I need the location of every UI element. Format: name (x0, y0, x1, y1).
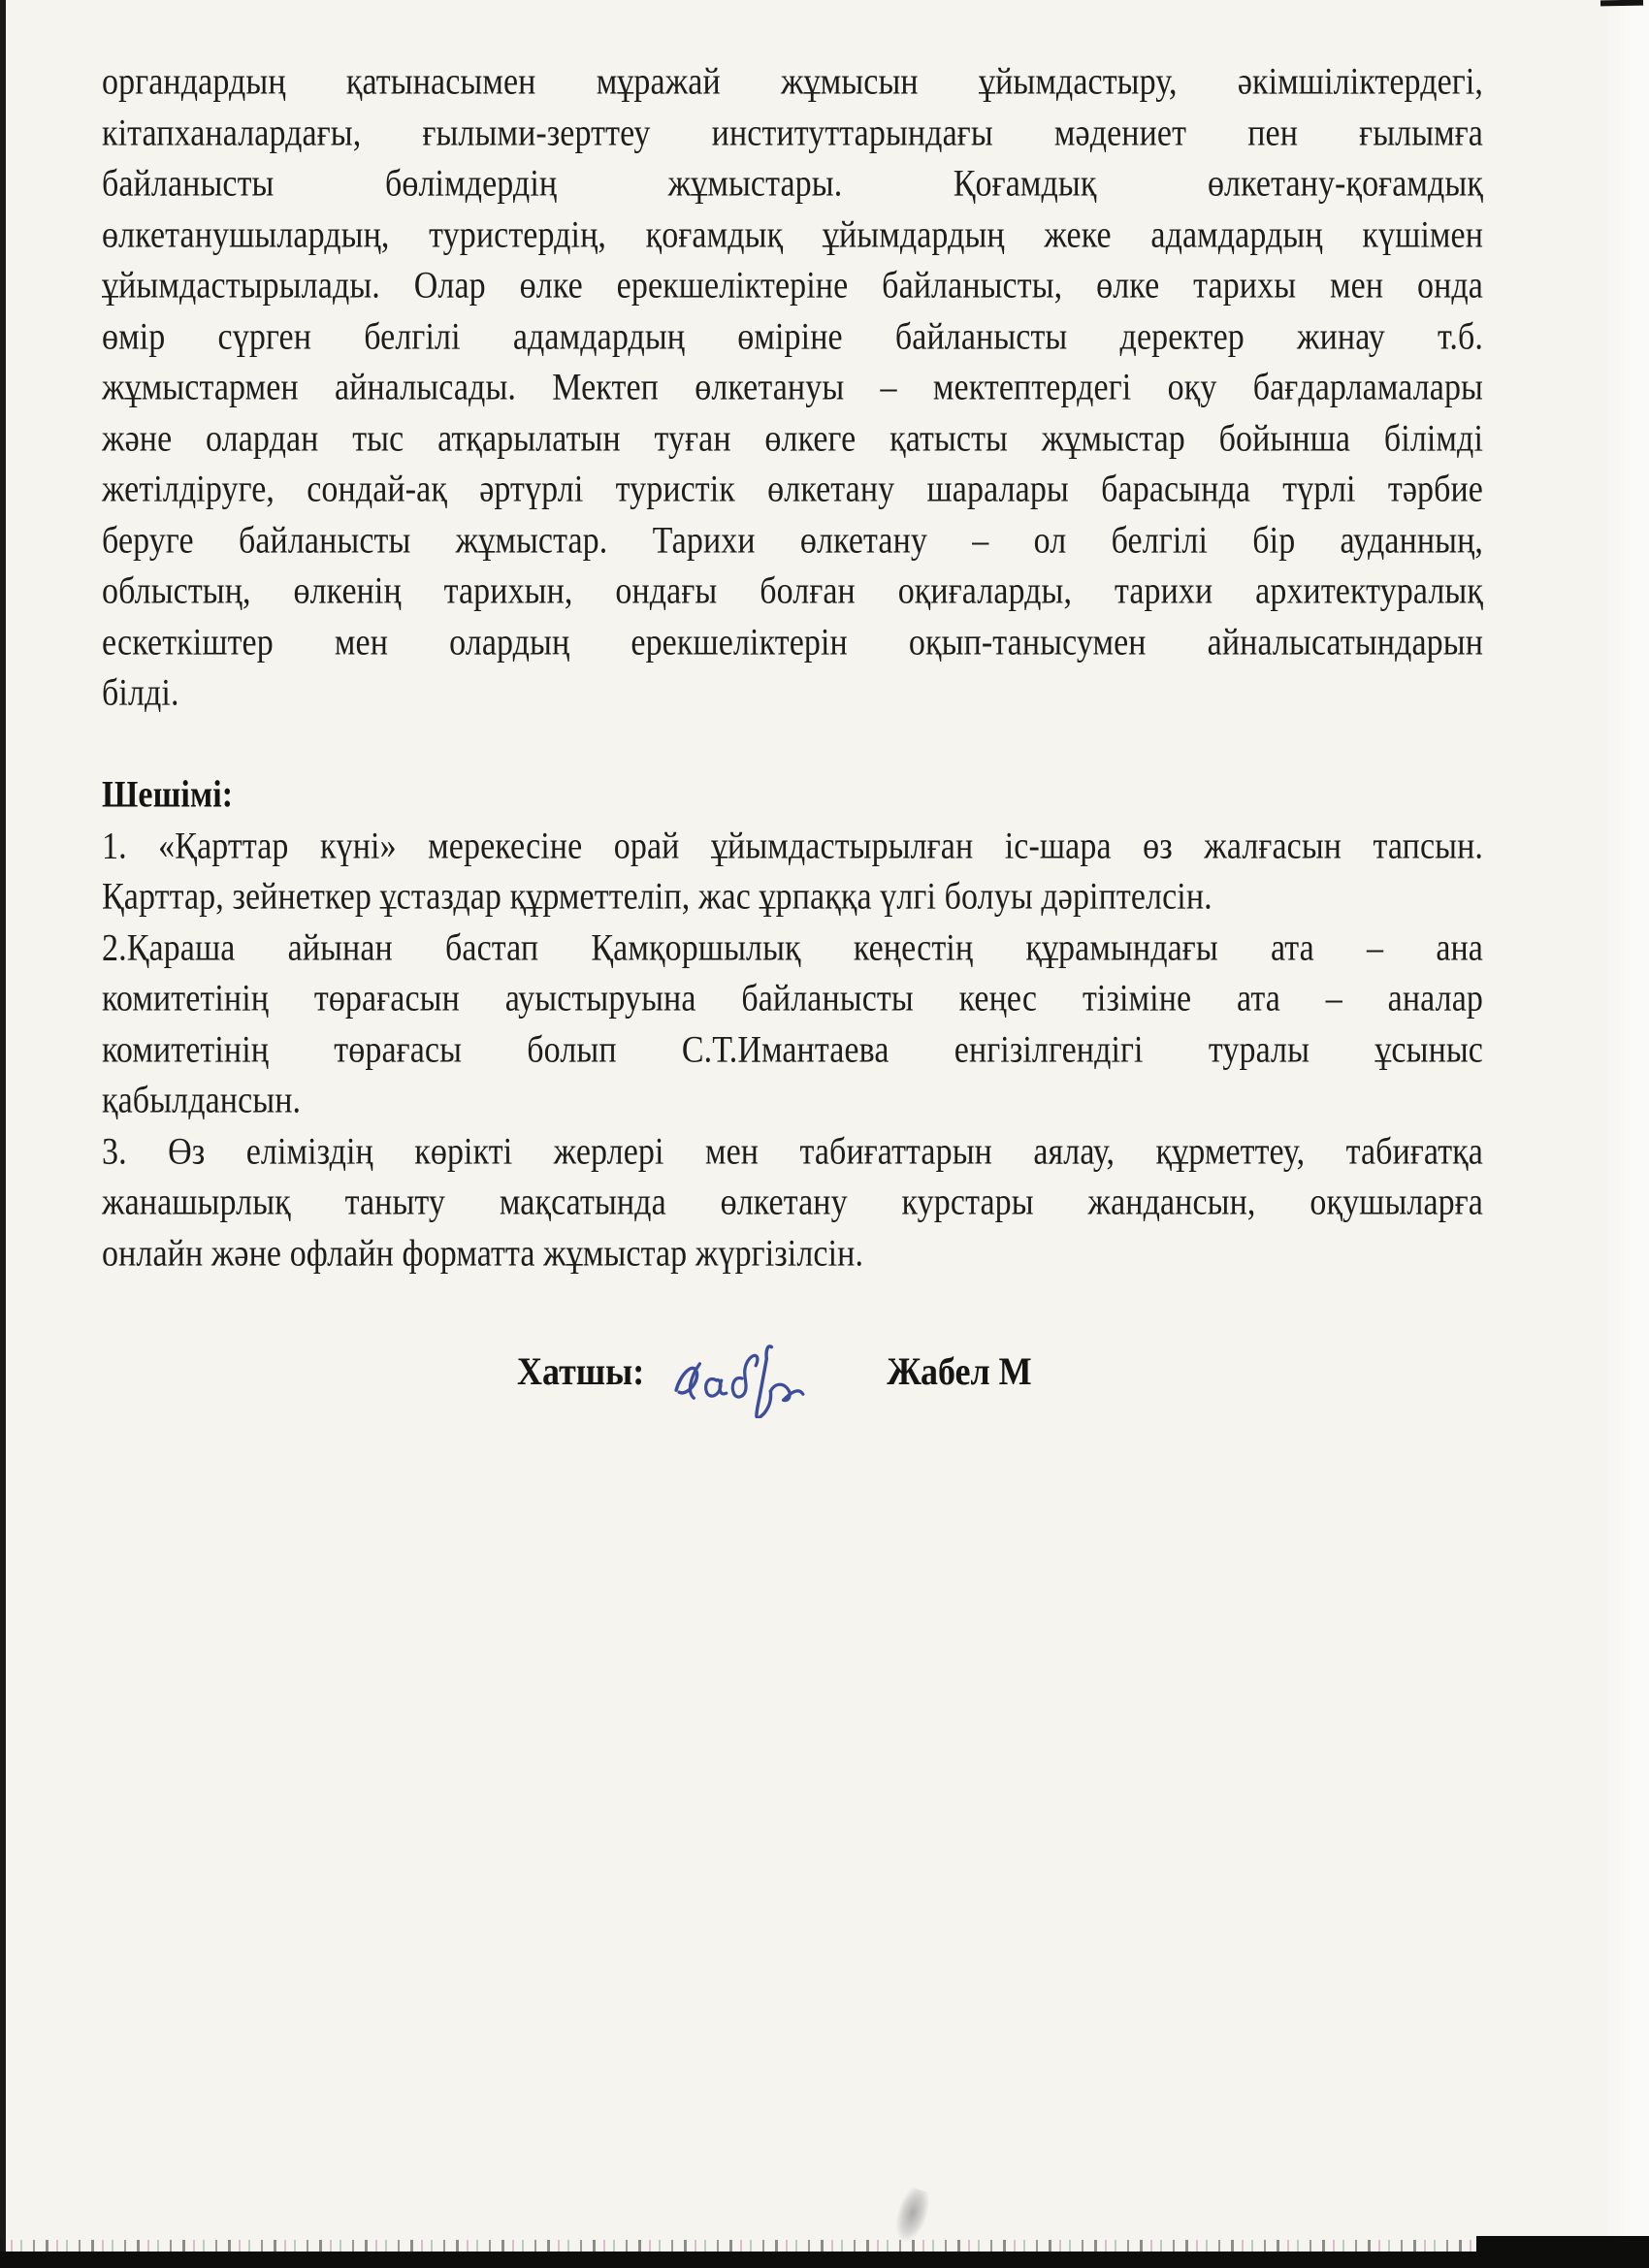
secretary-label: Хатшы: (517, 1349, 645, 1394)
text-line: 1. «Қарттар күні» мерекесіне орай ұйымдастырылған іс-шара өз жалғасын тапсын. (102, 826, 1483, 867)
text-line: жанашырлық таныту мақсатында өлкетану курстары жандансын, оқушыларға (102, 1182, 1483, 1223)
secretary-name: Жабел М (887, 1349, 1032, 1394)
text-line: және олардан тыс атқарылатын туған өлкеге қатысты жұмыстар бойынша білімді (102, 418, 1483, 460)
text-line: қабылдансын. (102, 1080, 302, 1121)
text-line: комитетінің төрағасын ауыстыруына байланысты кеңес тізіміне ата – аналар (102, 978, 1483, 1020)
scan-edge-left (0, 0, 6, 2268)
text-line: өлкетанушылардың, туристердің, қоғамдық ұйымдардың жеке адамдардың күшімен (102, 214, 1483, 256)
document-body (102, 58, 1483, 1451)
text-line: жұмыстармен айналысады. Мектеп өлкетануы – мектептердегі оқу бағдарламалары (102, 367, 1483, 408)
scan-smudge (889, 2186, 934, 2247)
text-line: 2.Қараша айынан бастап Қамқоршылық кеңестің құрамындағы ата – ана (102, 927, 1483, 969)
paragraph-gap (102, 721, 1483, 772)
text-line: білді. (102, 672, 179, 714)
signature-row (102, 1345, 1483, 1451)
signature-ink (669, 1341, 817, 1418)
scan-edge-bottom-corner (1476, 2236, 1649, 2268)
text-line: жетілдіруге, сондай-ақ әртүрлі туристік өлкетану шаралары барасында түрлі тәрбие (102, 469, 1483, 510)
text-line: онлайн және офлайн форматта жұмыстар жүргізілсін. (102, 1233, 864, 1275)
text-line: өмір сүрген белгілі адамдардың өміріне байланысты деректер жинау т.б. (102, 316, 1483, 358)
text-line: Қарттар, зейнеткер ұстаздар құрметтеліп, жас ұрпаққа үлгі болуы дәріптелсін. (102, 876, 1212, 918)
text-line: облыстың, өлкенің тарихын, ондағы болған оқиғаларды, тарихи архитектуралық (102, 570, 1483, 612)
scan-mark-top-right (1600, 0, 1643, 6)
text-line: ұйымдастырылады. Олар өлке ерекшеліктеріне байланысты, өлке тарихы мен онда (102, 265, 1483, 307)
text-line: органдардың қатынасымен мұражай жұмысын ұйымдастыру, әкімшіліктердегі, (102, 61, 1483, 103)
text-line: беруге байланысты жұмыстар. Тарихи өлкетану – ол белгілі бір ауданның, (102, 520, 1483, 562)
scan-page-edge-right (1602, 0, 1649, 2268)
text-line: байланысты бөлімдердің жұмыстары. Қоғамдық өлкетану-қоғамдық (102, 163, 1483, 205)
section-heading: Шешімі: (102, 774, 234, 816)
text-line: ескеткіштер мен олардың ерекшеліктерін оқып-танысумен айналысатындарын (102, 622, 1483, 664)
text-line: 3. Өз еліміздің көрікті жерлері мен табиғаттарын аялау, құрметтеу, табиғатқа (102, 1131, 1483, 1173)
document-text (102, 58, 1483, 1280)
scan-edge-bottom (0, 2252, 1649, 2268)
text-line: комитетінің төрағасы болып С.Т.Имантаева енгізілгендігі туралы ұсыныс (102, 1029, 1483, 1071)
text-line: кітапханалардағы, ғылыми-зерттеу институттарындағы мәдениет пен ғылымға (102, 113, 1483, 154)
